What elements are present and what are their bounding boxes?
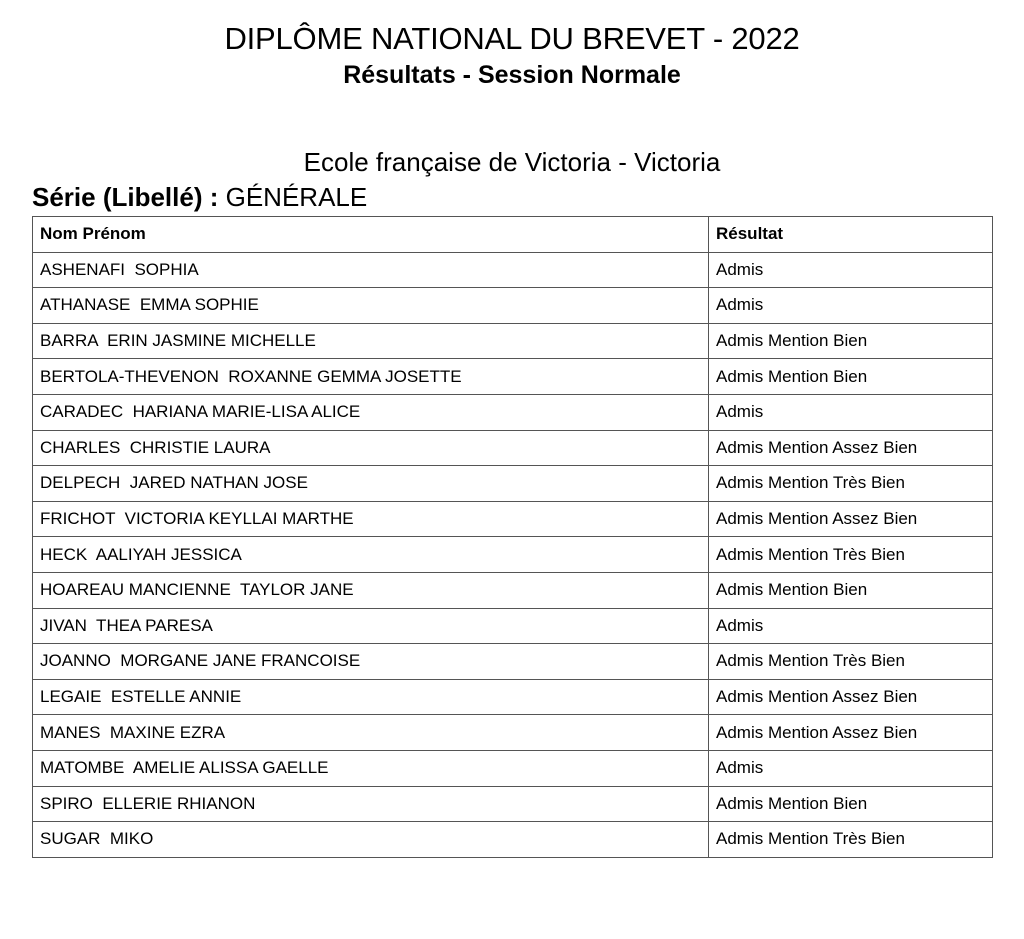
table-header-row xyxy=(33,217,993,253)
student-result: Admis Mention Bien xyxy=(709,359,993,395)
table-row xyxy=(33,679,993,715)
table-row xyxy=(33,466,993,502)
column-header-name: Nom Prénom xyxy=(33,217,709,253)
student-name: DELPECH JARED NATHAN JOSE xyxy=(33,466,709,502)
document-title: DIPLÔME NATIONAL DU BREVET - 2022 xyxy=(224,21,800,56)
student-result: Admis xyxy=(709,750,993,786)
student-name: LEGAIE ESTELLE ANNIE xyxy=(33,679,709,715)
student-result: Admis Mention Assez Bien xyxy=(709,501,993,537)
table-row xyxy=(33,608,993,644)
results-table xyxy=(32,216,993,858)
serie-label: Série (Libellé) : xyxy=(32,182,226,212)
serie-line xyxy=(32,182,367,212)
table-row xyxy=(33,359,993,395)
student-result: Admis xyxy=(709,394,993,430)
student-result: Admis Mention Très Bien xyxy=(709,466,993,502)
table-row xyxy=(33,822,993,858)
table-row xyxy=(33,750,993,786)
student-result: Admis xyxy=(709,608,993,644)
table-row xyxy=(33,537,993,573)
table-row xyxy=(33,501,993,537)
student-result: Admis Mention Très Bien xyxy=(709,644,993,680)
serie-value: GÉNÉRALE xyxy=(225,182,368,212)
table-row xyxy=(33,644,993,680)
column-header-result: Résultat xyxy=(709,217,993,253)
student-name: ASHENAFI SOPHIA xyxy=(33,252,709,288)
table-row xyxy=(33,786,993,822)
table-row xyxy=(33,323,993,359)
student-result: Admis xyxy=(709,288,993,324)
student-name: ATHANASE EMMA SOPHIE xyxy=(33,288,709,324)
student-name: BERTOLA-THEVENON ROXANNE GEMMA JOSETTE xyxy=(33,359,709,395)
student-name: SUGAR MIKO xyxy=(33,822,709,858)
student-name: HOAREAU MANCIENNE TAYLOR JANE xyxy=(33,572,709,608)
table-row xyxy=(33,288,993,324)
student-name: MANES MAXINE EZRA xyxy=(33,715,709,751)
school-name: Ecole française de Victoria - Victoria xyxy=(303,147,721,177)
student-result: Admis xyxy=(709,252,993,288)
table-row xyxy=(33,252,993,288)
student-result: Admis Mention Très Bien xyxy=(709,822,993,858)
student-name: CHARLES CHRISTIE LAURA xyxy=(33,430,709,466)
student-result: Admis Mention Assez Bien xyxy=(709,679,993,715)
table-row xyxy=(33,394,993,430)
student-result: Admis Mention Bien xyxy=(709,786,993,822)
student-name: JOANNO MORGANE JANE FRANCOISE xyxy=(33,644,709,680)
student-result: Admis Mention Assez Bien xyxy=(709,715,993,751)
table-row xyxy=(33,572,993,608)
student-result: Admis Mention Assez Bien xyxy=(709,430,993,466)
student-result: Admis Mention Bien xyxy=(709,323,993,359)
table-row xyxy=(33,430,993,466)
student-name: SPIRO ELLERIE RHIANON xyxy=(33,786,709,822)
student-result: Admis Mention Très Bien xyxy=(709,537,993,573)
student-result: Admis Mention Bien xyxy=(709,572,993,608)
table-row xyxy=(33,715,993,751)
student-name: HECK AALIYAH JESSICA xyxy=(33,537,709,573)
student-name: JIVAN THEA PARESA xyxy=(33,608,709,644)
student-name: MATOMBE AMELIE ALISSA GAELLE xyxy=(33,750,709,786)
student-name: CARADEC HARIANA MARIE-LISA ALICE xyxy=(33,394,709,430)
document-subtitle: Résultats - Session Normale xyxy=(343,61,681,89)
student-name: FRICHOT VICTORIA KEYLLAI MARTHE xyxy=(33,501,709,537)
student-name: BARRA ERIN JASMINE MICHELLE xyxy=(33,323,709,359)
